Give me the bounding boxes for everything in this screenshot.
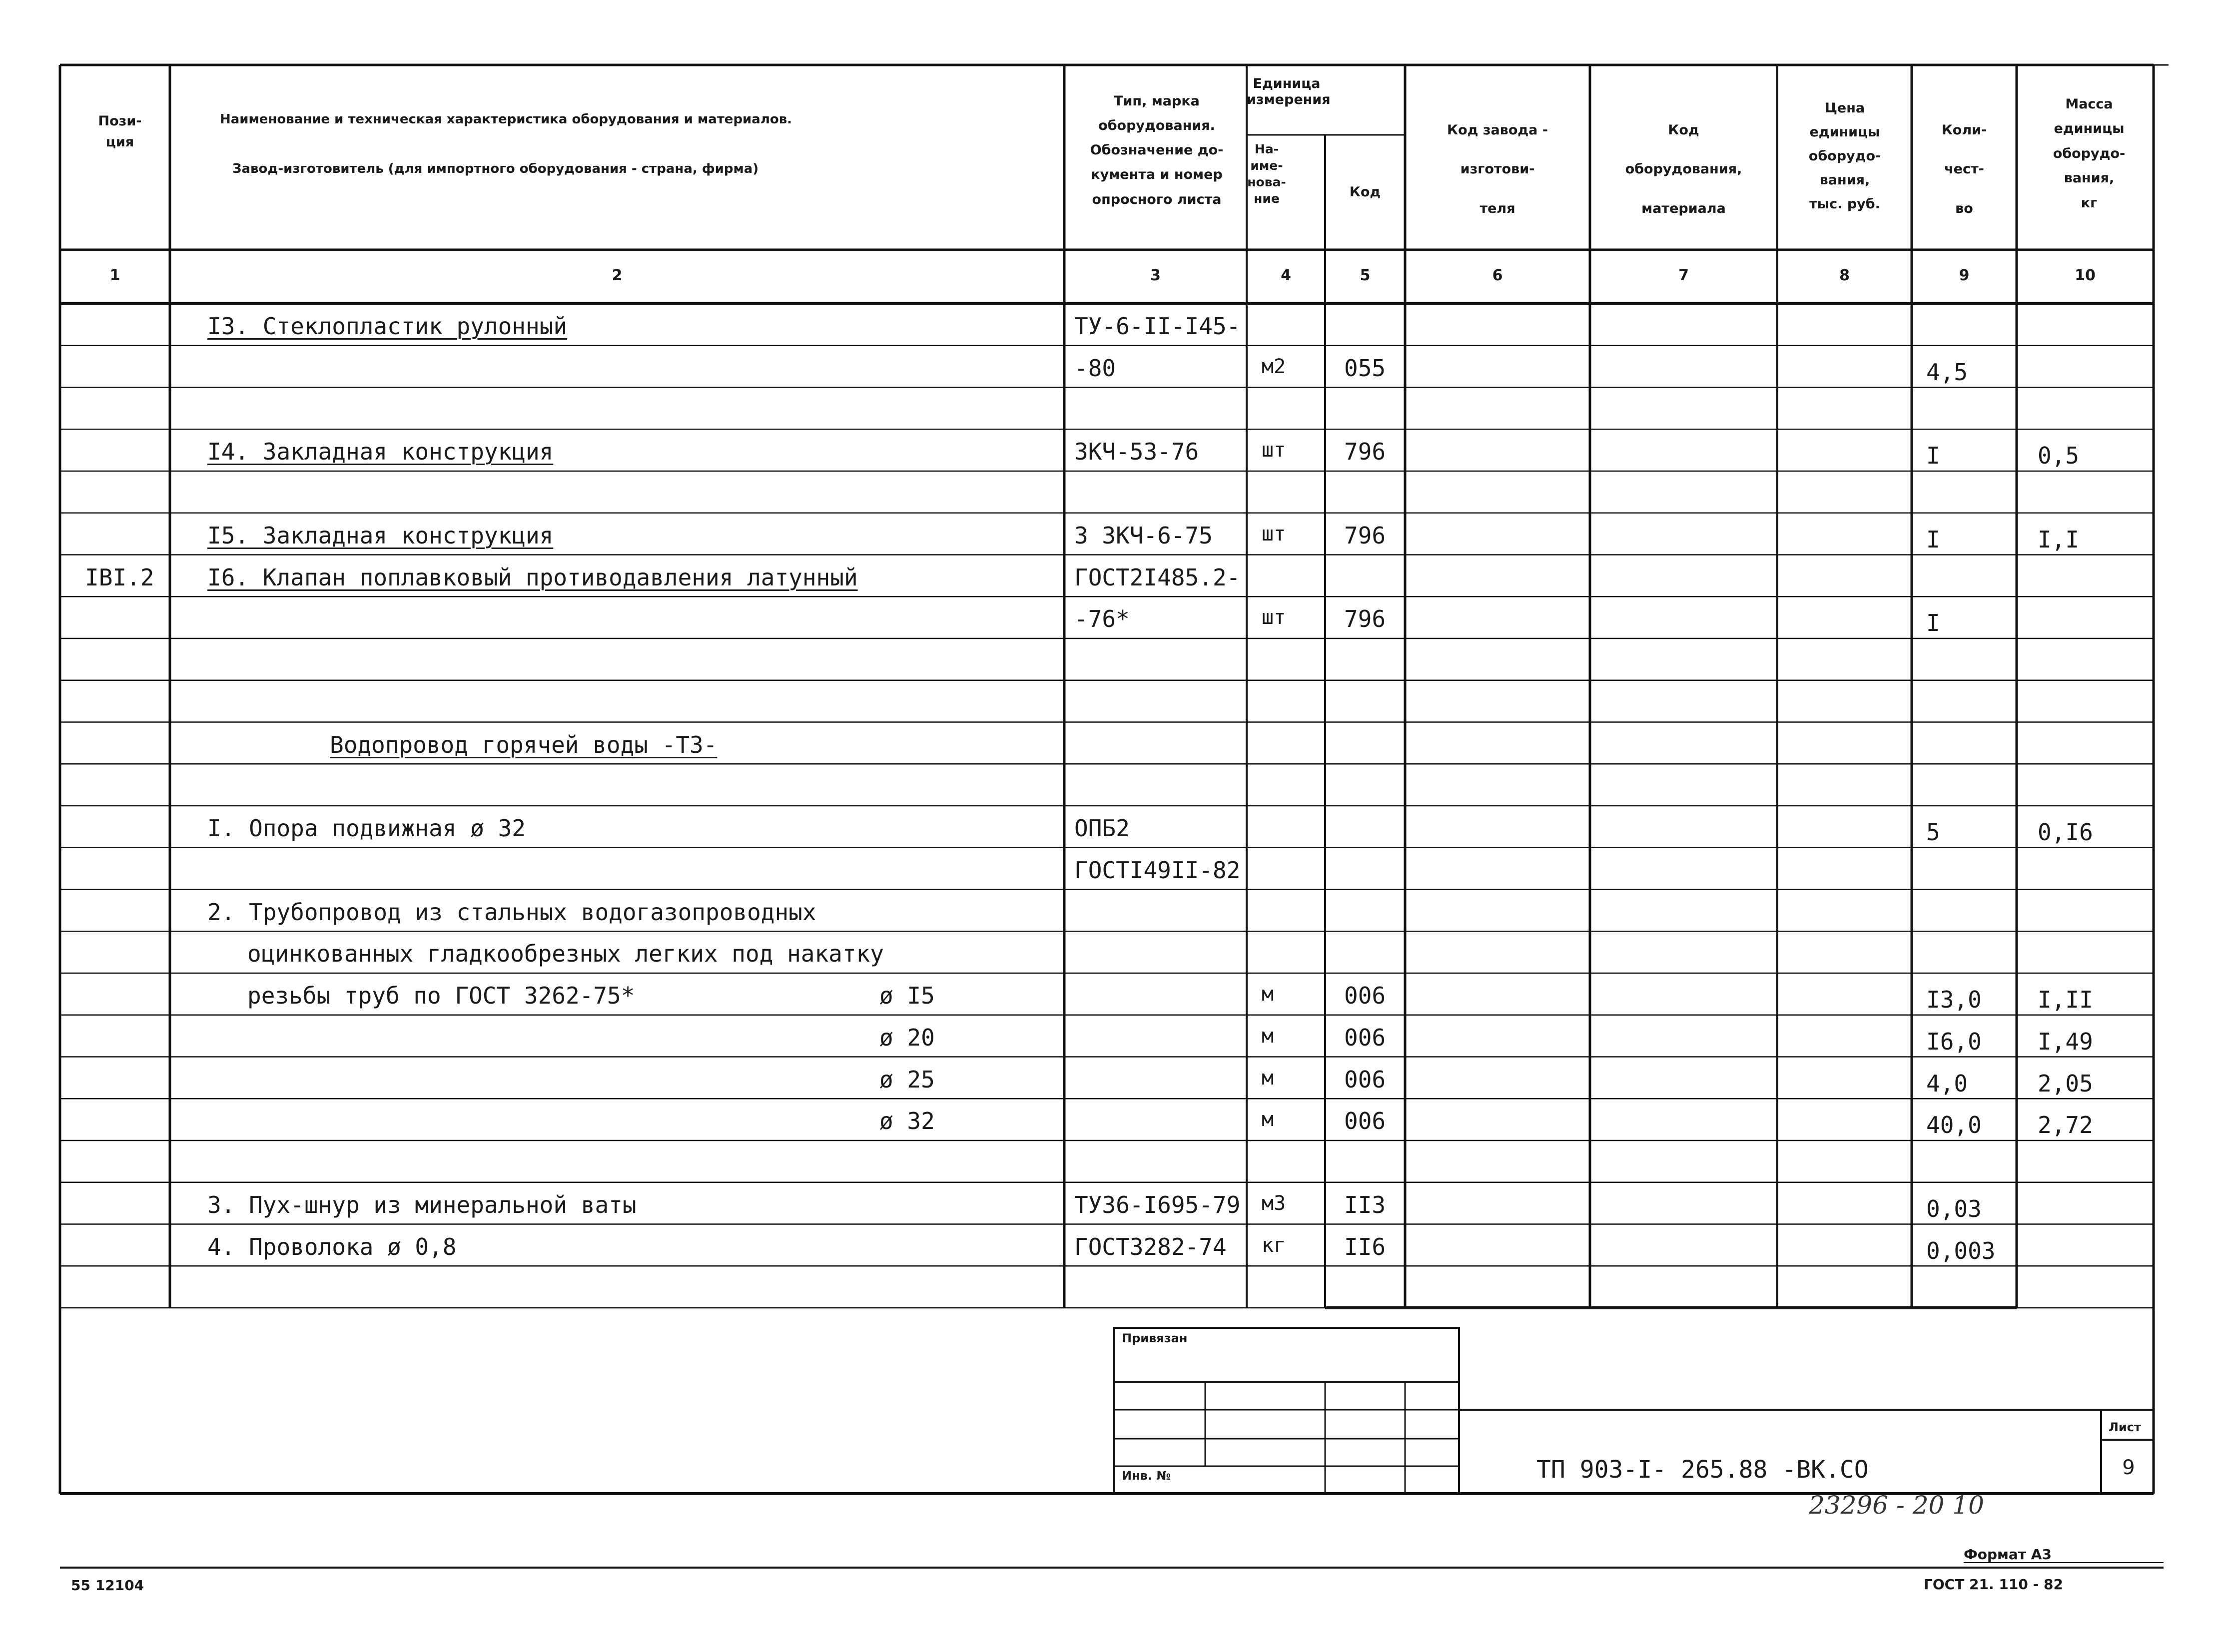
type-designation: 3 ЗКЧ-6-75	[1074, 522, 1213, 549]
header-col8: Цена единицы оборудо- вания, тыс. руб.	[1808, 100, 1881, 212]
column-number-3: 3	[1150, 267, 1161, 284]
type-designation: ГОСТ2I485.2-	[1074, 563, 1241, 591]
header-col4: На- име- нова- ние	[1247, 142, 1286, 206]
unit-code: II6	[1344, 1233, 1386, 1260]
header-col2-line1: Наименование и техническая характеристика оборудования и материалов.	[220, 112, 792, 127]
column-number-4: 4	[1281, 267, 1291, 284]
gost-footer: ГОСТ 21. 110 - 82	[1924, 1576, 2063, 1593]
type-designation: ТУ-6-II-I45-	[1074, 313, 1241, 340]
unit-code: 006	[1344, 1024, 1386, 1051]
unit-code: 796	[1344, 605, 1386, 633]
header-col1: Пози- ция	[98, 113, 142, 150]
unit-mass: 2,72	[2038, 1111, 2093, 1139]
unit-name: м	[1262, 1108, 1274, 1131]
type-designation: -76*	[1074, 605, 1130, 633]
header-unit-group: Единица измерения	[1247, 76, 1331, 108]
type-designation: -80	[1074, 354, 1116, 382]
unit-code: 006	[1344, 982, 1386, 1009]
column-number-7: 7	[1678, 267, 1689, 284]
unit-name: кг	[1262, 1233, 1286, 1257]
item-name: 4. Проволока ø 0,8	[207, 1233, 457, 1260]
diameter-cell: ø 20	[879, 1024, 935, 1051]
quantity: I	[1926, 609, 1940, 637]
type-designation: ГОСТI49II-82	[1074, 856, 1241, 884]
header-col2-line2: Завод-изготовитель (для импортного оборудования - страна, фирма)	[232, 161, 759, 176]
unit-code: II3	[1344, 1191, 1386, 1218]
quantity: I	[1926, 442, 1940, 470]
item-name: I3. Стеклопластик рулонный	[207, 313, 568, 340]
format-label: Формат А3	[1964, 1546, 2052, 1563]
unit-name: м2	[1262, 355, 1286, 378]
header-col5: Код	[1349, 184, 1381, 200]
header-col10: Масса единицы оборудо- вания, кг	[2053, 96, 2126, 211]
type-designation: ОПБ2	[1074, 815, 1130, 842]
unit-name: м3	[1262, 1191, 1286, 1215]
column-number-2: 2	[612, 267, 623, 284]
left-code: 55 12104	[71, 1577, 144, 1594]
header-col3: Тип, марка оборудования. Обозначение до- кумента и номер опросного листа	[1090, 93, 1224, 207]
unit-name: шт	[1262, 606, 1286, 629]
header-col9: Коли- чест- во	[1941, 122, 1987, 216]
unit-code: 055	[1344, 354, 1386, 382]
unit-name: м	[1262, 1024, 1274, 1048]
column-number-1: 1	[109, 267, 120, 284]
position-cell: IBI.2	[85, 563, 154, 591]
unit-code: 796	[1344, 522, 1386, 549]
unit-code: 796	[1344, 438, 1386, 466]
header-col6: Код завода - изготови- теля	[1447, 122, 1548, 216]
header-col7: Код оборудования, материала	[1625, 122, 1742, 216]
stamp-sheet-label: Лист	[2109, 1420, 2141, 1434]
quantity: 4,5	[1926, 358, 1968, 386]
handwritten-number: 23296 - 20 10	[1809, 1491, 1984, 1520]
stamp-sheet-number: 9	[2122, 1456, 2135, 1479]
item-name: 2. Трубопровод из стальных водогазопроводных	[207, 898, 816, 926]
unit-mass: 2,05	[2038, 1070, 2093, 1097]
column-number-10: 10	[2075, 267, 2096, 284]
unit-name: шт	[1262, 522, 1286, 546]
quantity: 5	[1926, 819, 1940, 846]
diameter-cell: ø 25	[879, 1066, 935, 1093]
unit-code: 006	[1344, 1066, 1386, 1093]
unit-mass: I,I	[2038, 526, 2080, 553]
unit-mass: I,II	[2038, 986, 2093, 1013]
unit-name: м	[1262, 983, 1274, 1006]
item-name: I4. Закладная конструкция	[207, 438, 554, 466]
unit-mass: 0,I6	[2038, 819, 2093, 846]
item-name: резьбы труб по ГОСТ 3262-75*	[247, 982, 635, 1009]
type-designation: ГОСТ3282-74	[1074, 1233, 1227, 1260]
unit-name: шт	[1262, 439, 1286, 462]
quantity: 40,0	[1926, 1111, 1982, 1139]
stamp-designation: ТП 903-I- 265.88 -ВК.СО	[1536, 1456, 1869, 1484]
item-name: I. Опора подвижная ø 32	[207, 815, 526, 842]
item-name: оцинкованных гладкообрезных легких под накатку	[247, 940, 884, 968]
quantity: I	[1926, 526, 1940, 553]
quantity: I3,0	[1926, 986, 1982, 1013]
unit-code: 006	[1344, 1107, 1386, 1135]
stamp-inv-label: Инв. №	[1122, 1469, 1171, 1483]
type-designation: ТУ36-I695-79	[1074, 1191, 1241, 1218]
unit-mass: I,49	[2038, 1028, 2093, 1055]
quantity: 0,003	[1926, 1237, 1996, 1264]
item-name: I5. Закладная конструкция	[207, 522, 554, 549]
column-number-9: 9	[1959, 267, 1970, 284]
unit-mass: 0,5	[2038, 442, 2080, 470]
stamp-privyazan-label: Привязан	[1122, 1331, 1188, 1345]
type-designation: ЗКЧ-53-76	[1074, 438, 1199, 466]
unit-name: м	[1262, 1066, 1274, 1090]
item-name: I6. Клапан поплавковый противодавления латунный	[207, 563, 858, 591]
diameter-cell: ø I5	[879, 982, 935, 1009]
quantity: 4,0	[1926, 1070, 1968, 1097]
column-number-8: 8	[1839, 267, 1850, 284]
diameter-cell: ø 32	[879, 1107, 935, 1135]
column-number-5: 5	[1360, 267, 1371, 284]
quantity: I6,0	[1926, 1028, 1982, 1055]
column-number-6: 6	[1492, 267, 1503, 284]
quantity: 0,03	[1926, 1195, 1982, 1222]
item-name: Водопровод горячей воды -Т3-	[330, 731, 718, 758]
item-name: 3. Пух-шнур из минеральной ваты	[207, 1191, 637, 1218]
